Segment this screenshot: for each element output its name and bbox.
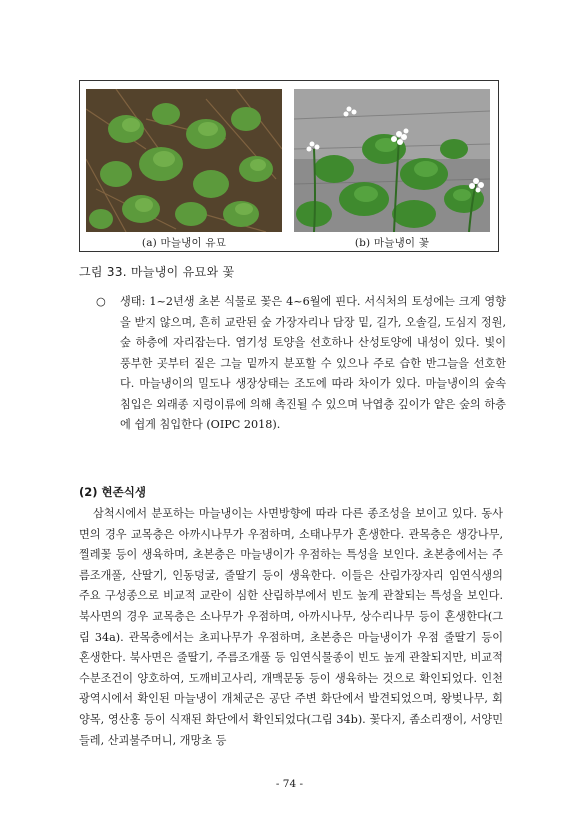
caption-flower: (b) 마늘냉이 꽃 — [354, 237, 430, 249]
seedling-photo-image — [86, 89, 282, 232]
bullet-marker: ○ — [96, 295, 106, 308]
flower-photo-image — [294, 89, 490, 232]
figure-title: 그림 33. 마늘냉이 유묘와 꽃 — [79, 265, 235, 279]
figure-box — [79, 80, 499, 252]
flower-photo — [294, 89, 490, 232]
vegetation-paragraph: 삼척시에서 분포하는 마늘냉이는 사면방향에 따라 다른 종조성을 보이고 있다. 동사면의 경우 교목층은 아까시나무가 우점하며, 소태나무가 혼생한다. 관목층은 생강나무, 찔레꽃 등이 생육하며, 초본층은 마늘냉이가 우점하는 특성을 보인다. 초본층에서는 주름조개풀, 산딸기, 인동덩굴, 줄딸기 등이 생육한다. 이들은 산림가장자리 임연식생의 주요 구성종으로 비교적 교란이 심한 산림하부에서 빈도 높게 관찰되는 특성을 보인다. 북사면의 경우 교목층은 소나무가 우점하며, 아까시나무, 상수리나무 등이 혼생한다(그림 34a). 관목층에서는 초피나무가 우점하며, 초본층은 마늘냉이가 우점 줄딸기 등이 혼생한다. 북사면은 줄딸기, 주름조개풀 등 임연식물종이 빈도 높게 관찰되지만, 비교적 수분조건이 양호하여, 도깨비고사리, 개맥문동 등이 생육하는 것으로 확인되었다. 인천광역시에서 확인된 마늘냉이 개체군은 공단 주변 화단에서 발견되었으며, 왕벚나무, 회양목, 영산홍 등이 식재된 화단에서 확인되었다(그림 34b). 꽃다지, 좀소리쟁이, 서양민들레, 산괴불주머니, 개망초 등 — [79, 507, 503, 747]
seedling-photo — [86, 89, 282, 232]
ecology-paragraph — [96, 292, 506, 436]
section-title: (2) 현존식생 — [79, 485, 146, 499]
ecology-text: 생태: 1~2년생 초본 식물로 꽃은 4~6월에 핀다. 서식처의 토성에는 크게 영향을 받지 않으며, 흔히 교란된 숲 가장자리나 담장 밑, 길가, 오솔길, 도심지 정원, 숲 하층에 자리잡는다. 염기성 토양을 선호하나 산성토양에 내성이 있다. 빛이 풍부한 곳부터 짙은 그늘 밑까지 분포할 수 있으나 주로 습한 반그늘을 선호한다. 마늘냉이의 밀도나 생장상태는 조도에 따라 차이가 있다. 마늘냉이의 숲속 침입은 외래종 지렁이류에 의해 촉진될 수 있으며 낙엽층 깊이가 얕은 숲의 하층에 쉽게 침입한다 (OIPC 2018). — [120, 295, 506, 431]
caption-seedling: (a) 마늘냉이 유묘 — [141, 237, 227, 249]
page-number: - 74 - — [275, 778, 304, 790]
